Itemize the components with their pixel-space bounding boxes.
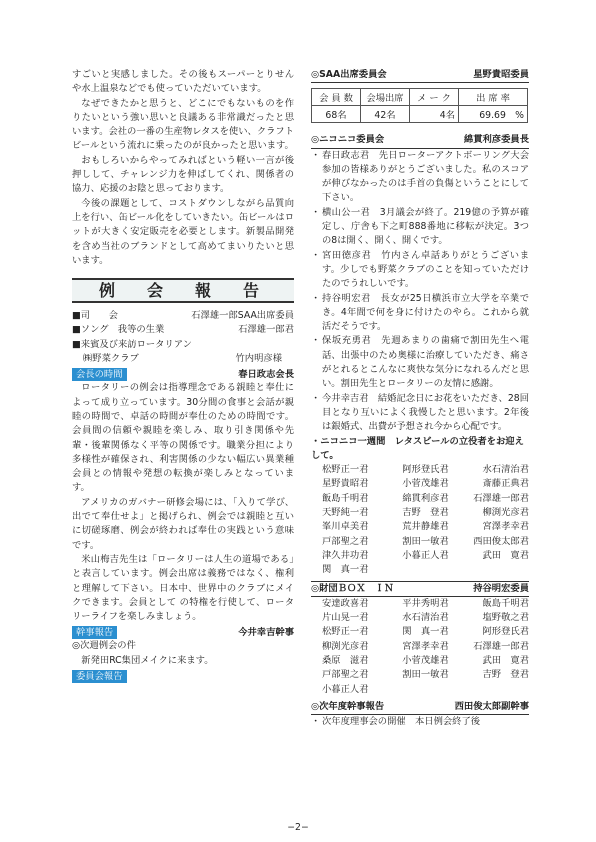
- committee-tag: 委員会報告: [72, 670, 127, 683]
- president-tag: 会長の時間: [72, 368, 127, 381]
- secretary-header: [72, 626, 294, 639]
- member-name: 綿貫利彦君: [402, 492, 449, 504]
- niko-item: ・ 春日政志君 先日ローターアクトボーリング大会参加の皆様ありがとうございました。私のスコアが伸びなかったのは手首の負傷ということにして下さい。: [311, 149, 529, 206]
- member-name: 小菅茂雄君: [402, 654, 449, 666]
- attendance-value-cell: 42名: [361, 106, 410, 123]
- member-name: 関 真一君: [402, 626, 449, 638]
- member-name: 水石清治君: [402, 612, 449, 624]
- member-name: 小暮正人君: [402, 549, 449, 561]
- committee-header: [72, 670, 294, 683]
- program-label: ㈱野菜クラブ: [83, 353, 139, 365]
- meeting-report-banner: 例 会 報 告: [72, 278, 294, 303]
- member-name: 水石清治君: [482, 464, 529, 476]
- member-name: 吉野 登君: [482, 669, 529, 681]
- niko-text: 持谷明宏君 長女が25日横浜市立大学を卒業でき。4年間で何を身に付けたのやら。これから就活だそうです。: [322, 292, 529, 333]
- box-header: [311, 581, 529, 597]
- intro-paragraph: 今後の課題として、コストダウンしながら品質向上を行い、缶ビール化をしていきたい。缶ビールはロットが大きく安定販売を必要とします。新製品開発を含め当社のブランドとして高めてまいりたいと思います。: [72, 197, 295, 266]
- niko-header: [311, 133, 529, 148]
- attendance-value-cell: 69.69 %: [459, 106, 528, 123]
- program-row: [72, 323, 294, 337]
- member-name: 石澤雄一郎君: [473, 640, 529, 652]
- member-name: 峯川卓美君: [322, 521, 369, 533]
- member-name: 津久井功君: [322, 549, 369, 561]
- member-name: 小菅茂雄君: [402, 478, 449, 490]
- member-name: 西田俊太郎君: [473, 535, 529, 547]
- member-name: 桑原 滋君: [322, 654, 369, 666]
- member-name: 武田 寛君: [482, 654, 529, 666]
- niko-item: ・ 持谷明宏君 長女が25日横浜市立大学を卒業でき。4年間で何を身に付けたのやら。これから就活だそうです。: [311, 292, 529, 335]
- program-value: 石澤雄一郎君: [238, 324, 294, 336]
- weekly-title: ・ニコニコ一週間 レタスビールの立役者をお迎えして。: [311, 435, 524, 461]
- member-name: 宮澤孝幸君: [402, 640, 449, 652]
- attendance-header-cell: 会場出席: [361, 89, 410, 106]
- president-paragraph: アメリカのガバナー研修会場には、「入りて学び、出でて奉仕せよ」と掲げられ、例会では親睦と互いに切磋琢磨、例会が終われば奉仕の実践という意味です。: [72, 496, 294, 551]
- member-name: 安達政喜君: [322, 597, 369, 609]
- member-name: 平井秀明君: [402, 597, 449, 609]
- program-row: [72, 338, 294, 352]
- next-text: 次年度理事会の開催 本日例会終了後: [322, 716, 481, 728]
- member-name: 柳渕光彦君: [322, 640, 369, 652]
- member-name: 星野貴昭君: [322, 478, 369, 490]
- secretary-line: 新発田RC集団メイクに来ます。: [72, 654, 214, 666]
- member-name: 柳渕光彦君: [482, 507, 529, 519]
- attendance-value-cell: 4名: [410, 106, 459, 123]
- niko-chair: 綿貫利彦委員長: [463, 134, 529, 146]
- secretary-tag: 幹事報告: [72, 626, 117, 639]
- niko-item: ・ 宮田徳彦君 竹内さん卓話ありがとうございます。少しでも野菜クラブのことを知っていただけたのでうれしいです。: [311, 249, 529, 292]
- program-label: ■来賓及び来訪ロータリアン: [72, 338, 192, 350]
- next-header: [311, 700, 529, 715]
- niko-item: ・ 保坂充勇君 先週あまりの歯痛で割田先生へ電話、出張中のため奥様に治療していただき、痛さがとれるとこんなに爽快な気分になれるんだと思い。割田先生とロータリーの友情に感謝。: [311, 334, 529, 391]
- president-name: 春日政志会長: [238, 369, 294, 381]
- member-name: 割田一敏君: [402, 669, 449, 681]
- niko-text: 春日政志君 先日ローターアクトボーリング大会参加の皆様ありがとうございました。私のスコアが伸びなかったのは手首の負傷ということにして下さい。: [322, 149, 529, 204]
- attendance-header-cell: 出 席 率: [459, 89, 528, 106]
- president-paragraph: ロータリーの例会は指導理念である親睦と奉仕によって成り立っています。30分間の食事と会話が親睦の時間で、卓話の時間が奉仕のための時間です。会員間の信頼や親睦を楽しみ、取り引き関係や先輩・後輩関係なく平等の関係です。職業分担により多様性が確保され、利害関係の少ない幅広い異業種会員との情報や発想の転換が楽しみとなっています。: [72, 382, 294, 494]
- niko-text: 宮田徳彦君 竹内さん卓話ありがとうございます。少しでも野菜クラブのことを知っていただけたのでうれしいです。: [322, 249, 529, 290]
- niko-text: 今井幸吉君 結婚記念日にお花をいただき、28回目となり互いによく我慢したと思います。2年後は銀婚式、出費が予想され今から心配です。: [322, 392, 529, 433]
- next-item: ・ 次年度理事会の開催 本日例会終了後: [311, 715, 529, 729]
- left-column: [72, 68, 294, 683]
- intro-paragraph: おもしろいからやってみればという軽い一言が後押しして、チャレンジ力を伸ばしてくれ、関係者の協力、応援のお陰と思っております。: [72, 154, 294, 195]
- member-name: 阿形登氏君: [402, 464, 449, 476]
- member-name: 荒井静雄君: [402, 521, 449, 533]
- member-name: 小暮正人君: [322, 683, 369, 695]
- niko-item: ・ 今井幸吉君 結婚記念日にお花をいただき、28回目となり互いによく我慢したと思います。2年後は銀婚式、出費が予想され今から心配です。: [311, 392, 529, 435]
- member-name: 吉野 登君: [402, 507, 449, 519]
- program-row: [72, 309, 294, 323]
- intro-paragraph: なぜできたかと思うと、どこにでもないものを作りたいという強い思いと良議ある非常識だったと思います。会社の一番の生産物レタスを使い、クラフトビールという流れに乗ったのが良かったと思います。: [72, 97, 295, 152]
- president-header: [72, 368, 294, 381]
- member-name: 関 真一君: [322, 564, 369, 576]
- box-name-list: [322, 597, 529, 697]
- attendance-header-cell: 会 員 数: [312, 89, 361, 106]
- member-name: 阿形登氏君: [482, 626, 529, 638]
- box-member: 持谷明宏委員: [473, 582, 529, 594]
- secretary-name: 今井幸吉幹事: [238, 627, 294, 639]
- saa-member: 星野貴昭委員: [473, 69, 529, 80]
- niko-item: ・ 横山公一君 3月議会が終了。219億の予算が確定し、庁舎も下之町888番地に移転が決定。3つの8は開く、開く、開くです。: [311, 206, 529, 249]
- member-name: 片山晃一君: [322, 612, 369, 624]
- member-name: 武田 寛君: [482, 549, 529, 561]
- niko-text: 横山公一君 3月議会が終了。219億の予算が確定し、庁舎も下之町888番地に移転が決定。3つの8は開く、開く、開くです。: [322, 206, 529, 247]
- secretary-line: ◎次週例会の件: [72, 640, 136, 652]
- next-title: ◎次年度幹事報告: [311, 700, 385, 712]
- attendance-header-row: [312, 89, 528, 106]
- member-name: 松野正一君: [322, 626, 369, 638]
- member-name: 松野正一君: [322, 464, 369, 476]
- member-name: 宮澤孝幸君: [482, 521, 529, 533]
- attendance-header-cell: メ ー ク: [410, 89, 459, 106]
- program-row: [72, 352, 294, 366]
- page-number: −2−: [287, 822, 309, 833]
- saa-header: [311, 68, 529, 83]
- member-name: 戸部聖之君: [322, 535, 369, 547]
- attendance-table: [311, 88, 528, 123]
- box-title: ◎財団ＢＯＸ ＩＮ: [311, 582, 394, 594]
- member-name: 石澤雄一郎君: [473, 492, 529, 504]
- program-label: ■司 会: [72, 310, 118, 322]
- member-name: 天野純一君: [322, 507, 369, 519]
- program-value: 石澤雄一郎SAA出席委員: [191, 310, 294, 322]
- member-name: 斎藤正典君: [482, 478, 529, 490]
- niko-text: 保坂充勇君 先週あまりの歯痛で割田先生へ電話、出張中のため奥様に治療していただき、痛さがとれるとこんなに爽快な気分になれるんだと思い。割田先生とロータリーの友情に感謝。: [322, 335, 529, 390]
- right-column: [311, 68, 529, 729]
- attendance-value-cell: 68名: [312, 106, 361, 123]
- niko-title: ◎ニコニコ委員会: [311, 134, 385, 146]
- member-name: 飯島千明君: [482, 597, 529, 609]
- program-label: ■ソング 我等の生業: [72, 324, 165, 336]
- attendance-value-row: [312, 106, 528, 123]
- saa-title: ◎SAA出席委員会: [311, 69, 387, 80]
- member-name: 割田一敏君: [402, 535, 449, 547]
- next-secretary: 西田俊太郎副幹事: [454, 700, 529, 712]
- member-name: 塩野敬之君: [482, 612, 529, 624]
- weekly-name-list: [322, 463, 529, 577]
- member-name: 飯島千明君: [322, 492, 369, 504]
- president-paragraph: 米山梅吉先生は「ロータリーは人生の道場である」と表言しています。例会出席は義務ではなく、権利と理解して下さい。日本中、世界中のクラブにメイクできます。会員として の特権を行使して、ロータリーライフを楽しみましょう。: [72, 553, 294, 623]
- intro-paragraph: すごいと実感しました。その後もスーパーとりせんや水上温泉などでも使っていただいています。: [72, 69, 294, 95]
- member-name: 戸部聖之君: [322, 669, 369, 681]
- program-value: 竹内明彦様: [235, 353, 282, 365]
